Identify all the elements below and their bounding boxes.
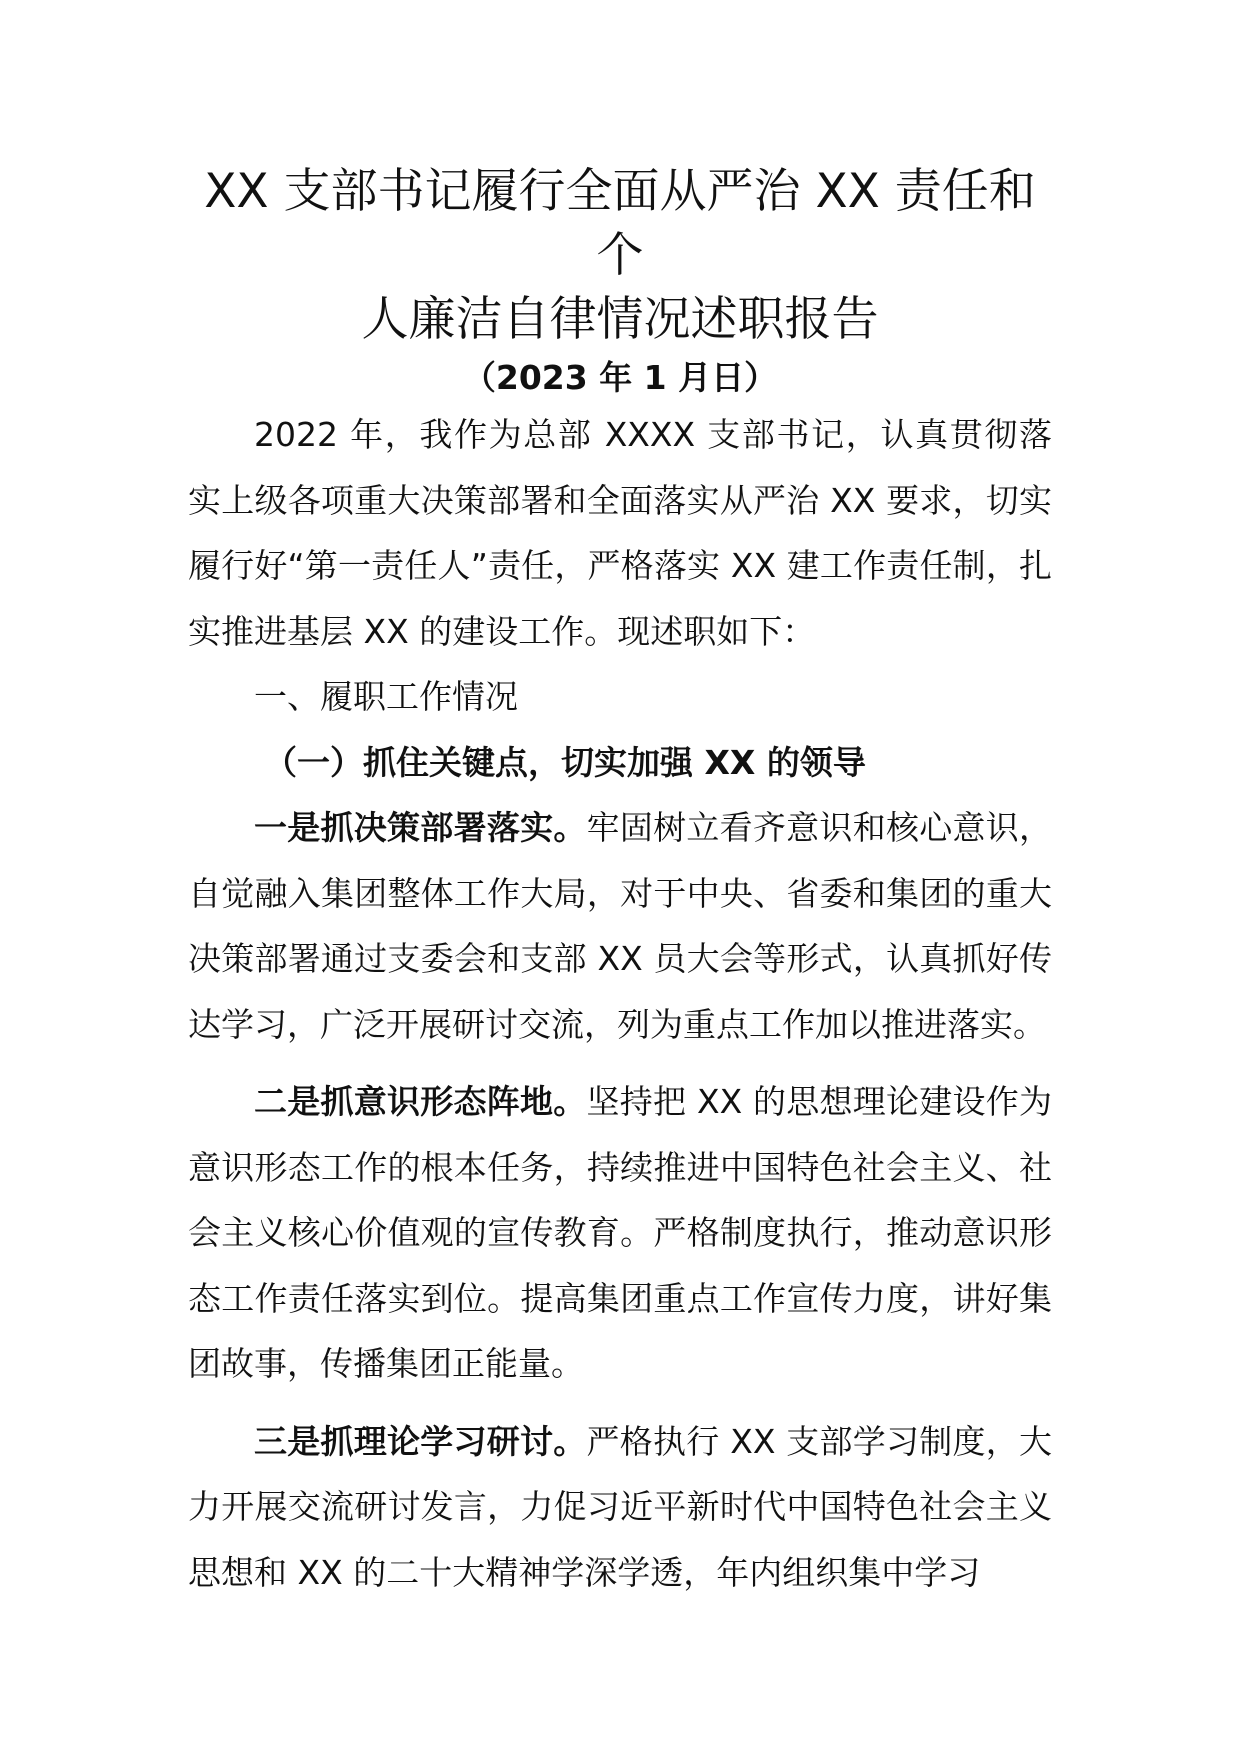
title-line-1: XX 支部书记履行全面从严治 XX 责任和个 (204, 164, 1036, 283)
subsection-heading: （一）抓住关键点，切实加强 XX 的领导 (264, 742, 866, 782)
document-page (188, 160, 1052, 1605)
intro-paragraph: 2022 年，我作为总部 XXXX 支部书记，认真贯彻落实上级各项重大决策部署和全面落实从严治 XX 要求，切实履行好“第一责任人”责任，严格落实 XX 建工作责任制，扎实推进基层 XX 的建设工作。现述职如下： (188, 415, 1052, 651)
point-text-2: 坚持把 XX 的思想理论建设作为意识形态工作的根本任务，持续推进中国特色社会主义、社会主义核心价值观的宣传教育。严格制度执行，推动意识形态工作责任落实到位。提高集团重点工作宣传力度，讲好集团故事，传播集团正能量。 (188, 1082, 1053, 1383)
point-lead-3: 三是抓理论学习研讨。 (254, 1421, 587, 1461)
title-line-2: 人廉洁自律情况述职报告 (361, 292, 879, 347)
point-paragraph-2 (188, 1069, 1052, 1397)
point-lead-2: 二是抓意识形态阵地。 (254, 1082, 587, 1121)
point-paragraph-3 (188, 1409, 1052, 1606)
point-text-3: 严格执行 XX 支部学习制度，大力开展交流研讨发言，力促习近平新时代中国特色社会主义思想和 XX 的二十大精神学深学透，年内组织集中学习 (188, 1421, 1053, 1592)
point-text-1: 牢固树立看齐意识和核心意识，自觉融入集团整体工作大局，对于中央、省委和集团的重大决策部署通过支委会和支部 XX 员大会等形式，认真抓好传达学习，广泛开展研讨交流，列为重点工作加以推进落实。 (188, 808, 1053, 1044)
document-date: （2023 年 1 月日） (462, 358, 778, 397)
document-title (188, 160, 1052, 352)
point-paragraph-1 (188, 795, 1052, 1057)
section-heading: 一、履职工作情况 (254, 677, 518, 716)
point-lead-1: 一是抓决策部署落实。 (254, 808, 587, 847)
